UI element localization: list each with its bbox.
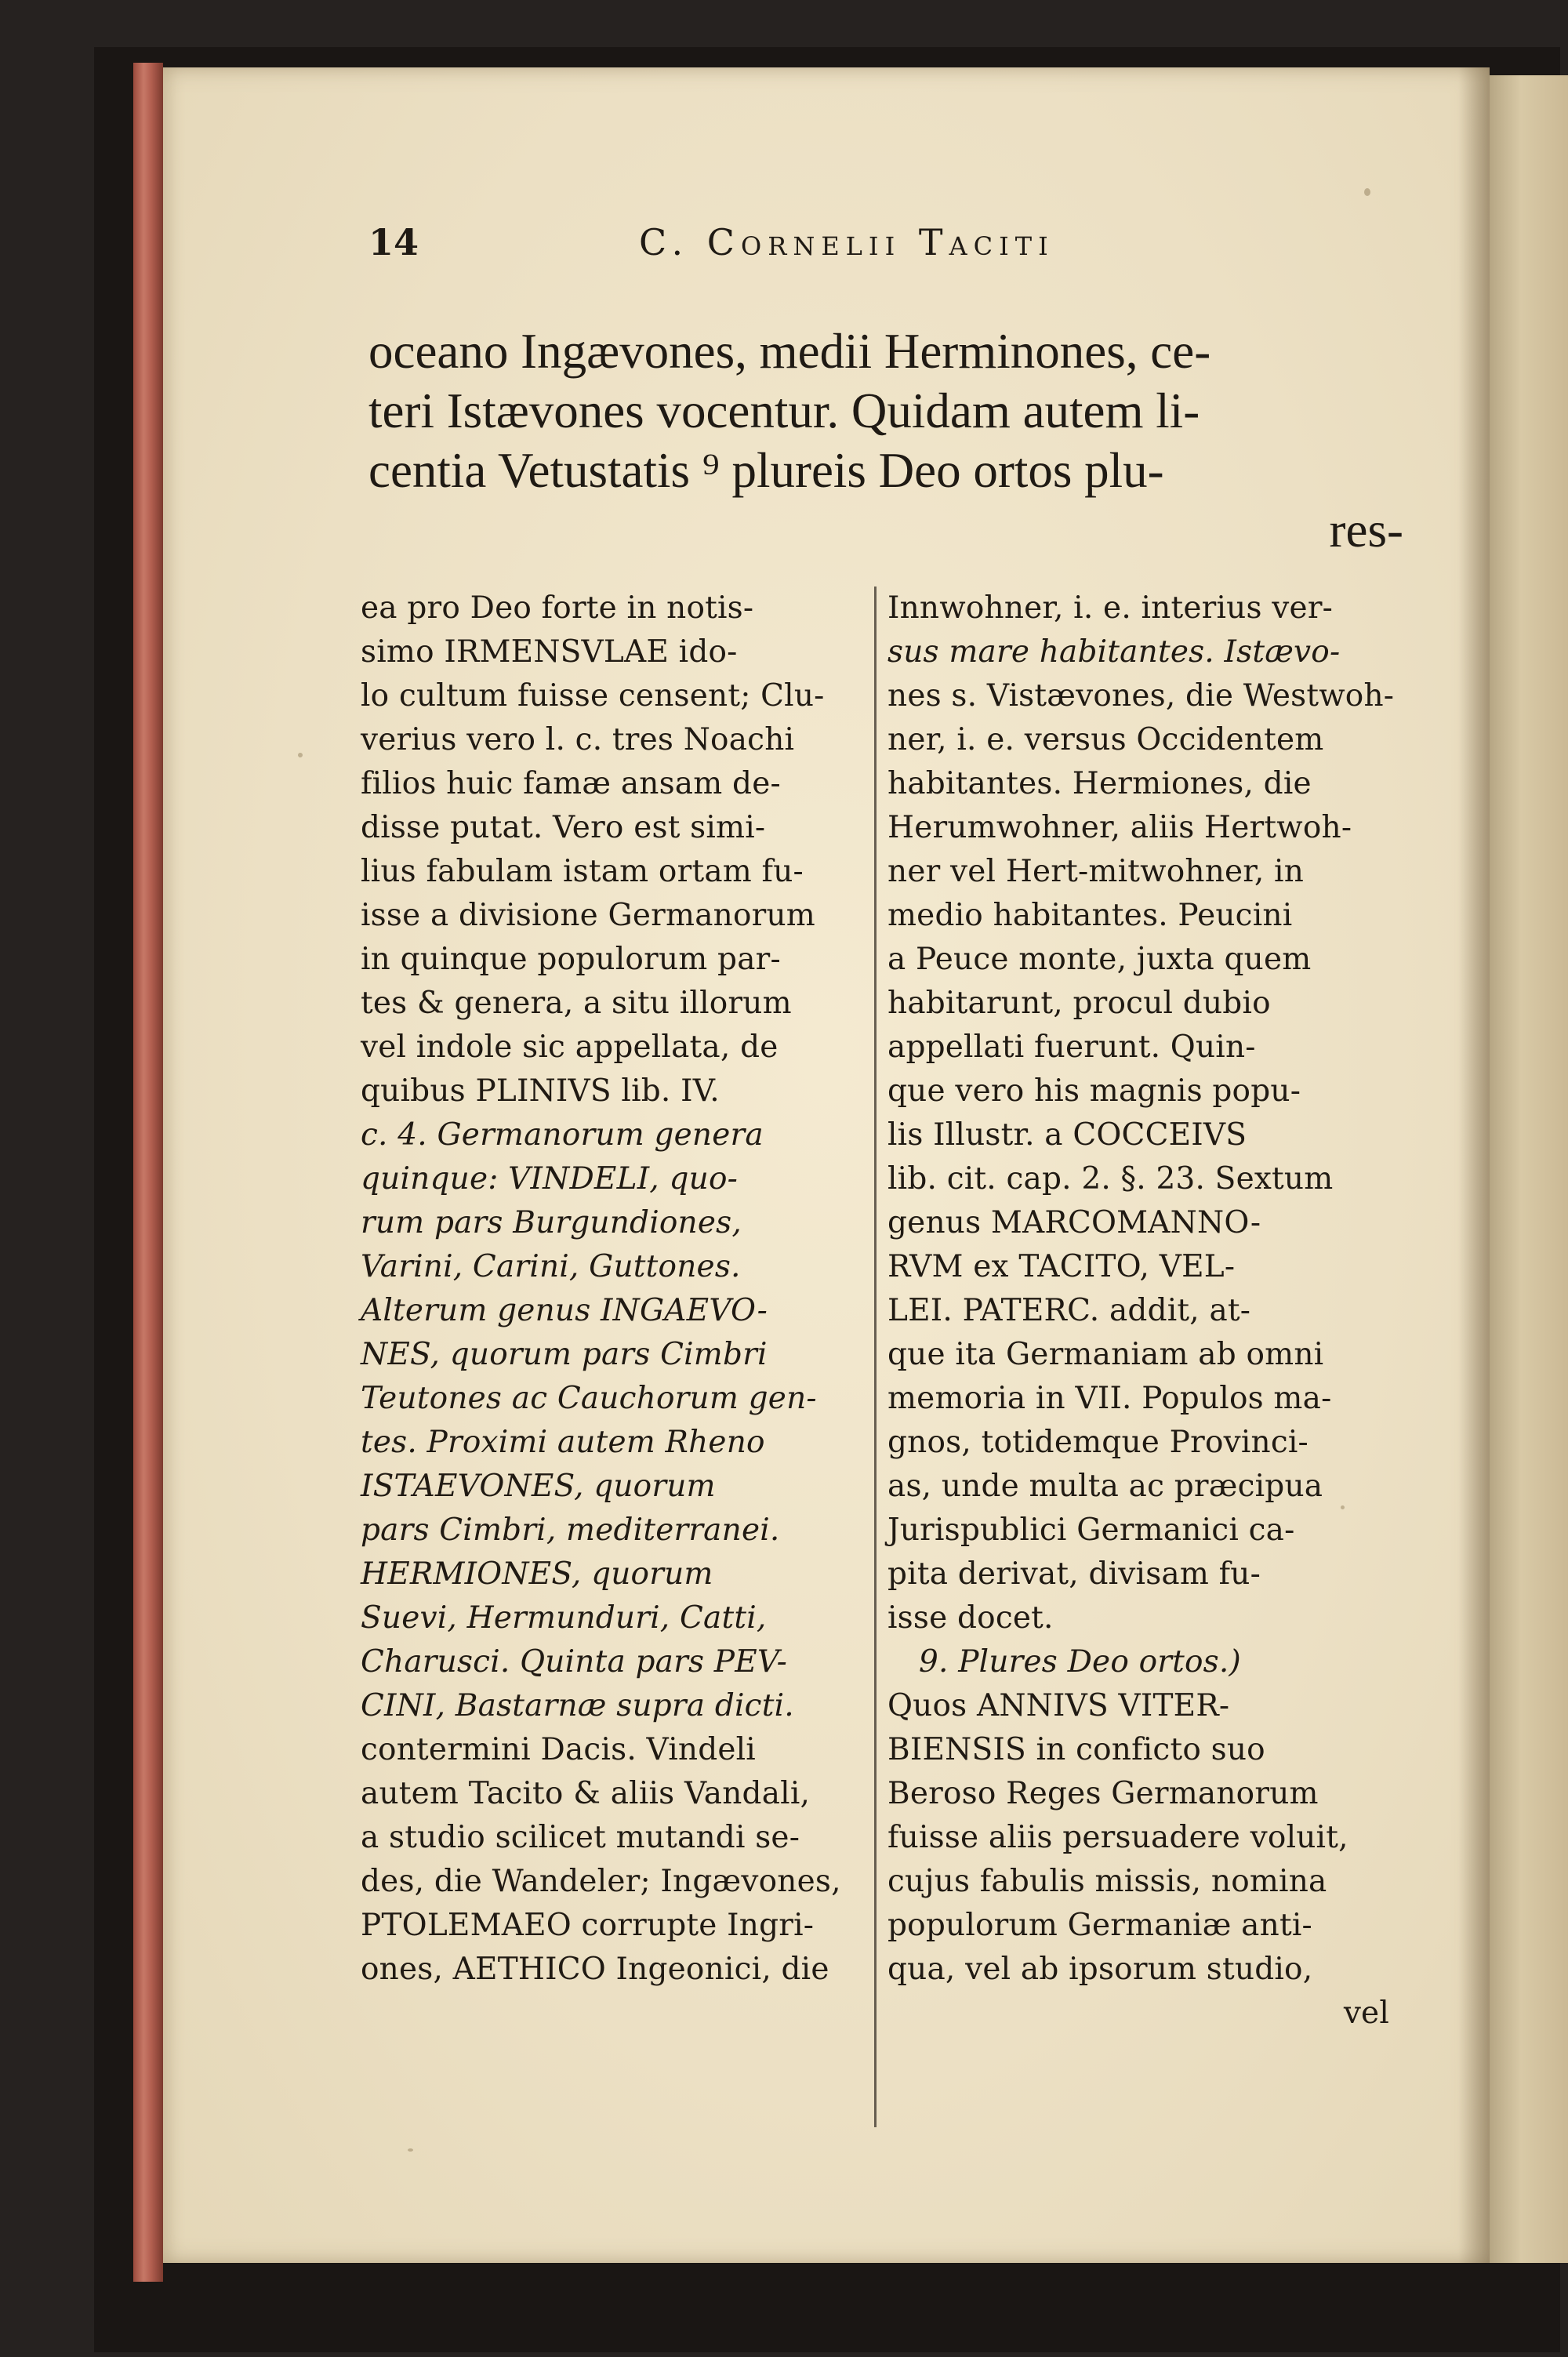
footnote-line: genus MARCOMANNO-	[887, 1205, 1261, 1240]
footnote-line: simo IRMENSVLAE ido-	[361, 634, 738, 670]
footnote-line: isse a divisione Germanorum	[361, 898, 815, 933]
footnote-line: Suevi, Hermunduri, Catti,	[361, 1600, 767, 1636]
footnote-line: habitarunt, procul dubio	[887, 986, 1271, 1021]
footnote-line: Quos ANNIVS VITER-	[887, 1688, 1230, 1723]
footnote-line: Innwohner, i. e. interius ver-	[887, 590, 1334, 626]
footnote-line: tes & genera, a situ illorum	[361, 986, 792, 1021]
footnote-line: memoria in VII. Populos ma-	[887, 1381, 1332, 1416]
footnote-line: qua, vel ab ipsorum studio,	[887, 1952, 1313, 1987]
footnote-line: isse docet.	[887, 1600, 1054, 1636]
footnote-line: lius fabulam istam ortam fu-	[361, 854, 804, 889]
footnote-line: sus mare habitantes. Istævo-	[887, 634, 1341, 670]
footnote-line: NES, quorum pars Cimbri	[361, 1337, 768, 1372]
footnote-line: tes. Proximi autem Rheno	[361, 1425, 765, 1460]
footnote-line: BIENSIS in conficto suo	[887, 1732, 1265, 1767]
footnote-line: autem Tacito & aliis Vandali,	[361, 1776, 811, 1811]
footnote-line: pita derivat, divisam fu-	[887, 1556, 1261, 1592]
footnote-line: cujus fabulis missis, nomina	[887, 1864, 1327, 1899]
facing-page-edge	[1490, 75, 1568, 2263]
footnote-line: a Peuce monte, juxta quem	[887, 942, 1312, 977]
footnote-line: verius vero l. c. tres Noachi	[361, 722, 795, 757]
footnote-line: filios huic famæ ansam de-	[361, 766, 781, 801]
footnote-line: que vero his magnis popu-	[887, 1073, 1301, 1109]
main-text-line: centia Vetustatis ⁹ plureis Deo ortos plu-	[368, 443, 1164, 498]
running-title: C. Cornelii Taciti	[639, 221, 1054, 263]
footnote-line: lib. cit. cap. 2. §. 23. Sextum	[887, 1161, 1334, 1197]
footnote-line: ones, AETHICO Ingeonici, die	[361, 1952, 829, 1987]
main-text-line: oceano Ingævones, medii Herminones, ce-	[368, 324, 1211, 379]
paper-speck	[408, 2148, 413, 2152]
footnote-line: des, die Wandeler; Ingævones,	[361, 1864, 841, 1899]
footnote-line: Varini, Carini, Guttones.	[361, 1249, 741, 1284]
footnote-line: HERMIONES, quorum	[361, 1556, 713, 1592]
footnote-line: as, unde multa ac præcipua	[887, 1469, 1323, 1504]
footnote-line: disse putat. Vero est simi-	[361, 810, 766, 845]
footnote-line: RVM ex TACITO, VEL-	[887, 1249, 1236, 1284]
footnote-catchword: vel	[1343, 1996, 1389, 2031]
footnote-line: Beroso Reges Germanorum	[887, 1776, 1319, 1811]
footnote-line: appellati fuerunt. Quin-	[887, 1030, 1256, 1065]
footnote-line: Teutones ac Cauchorum gen-	[361, 1381, 817, 1416]
footnote-line: Jurispublici Germanici ca-	[887, 1513, 1295, 1548]
footnote-line: vel indole sic appellata, de	[361, 1030, 779, 1065]
footnote-line: c. 4. Germanorum genera	[361, 1117, 764, 1153]
footnote-line: PTOLEMAEO corrupte Ingri-	[361, 1908, 815, 1943]
main-text	[368, 321, 1403, 560]
footnote-line: ea pro Deo forte in notis-	[361, 590, 754, 626]
column-divider	[874, 587, 877, 2127]
footnote-line: populorum Germaniæ anti-	[887, 1908, 1312, 1943]
footnote-line: pars Cimbri, mediterranei.	[361, 1513, 780, 1548]
footnote-line: CINI, Bastarnæ supra dicti.	[361, 1688, 794, 1723]
footnote-line: LEI. PATERC. addit, at-	[887, 1293, 1251, 1328]
footnote-line: quinque: VINDELI, quo-	[361, 1161, 739, 1197]
footnote-line: a studio scilicet mutandi se-	[361, 1820, 800, 1855]
footnote-line: nes s. Vistævones, die Westwoh-	[887, 678, 1395, 714]
footnote-line: contermini Dacis. Vindeli	[361, 1732, 756, 1767]
paper-speck	[1364, 188, 1370, 196]
footnote-line: gnos, totidemque Provinci-	[887, 1425, 1308, 1460]
footnote-line: ner, i. e. versus Occidentem	[887, 722, 1324, 757]
paper-speck	[298, 753, 303, 757]
footnote-line: Alterum genus INGAEVO-	[361, 1293, 768, 1328]
gutter-shade	[1458, 67, 1490, 2263]
footnote-line: Herumwohner, aliis Hertwoh-	[887, 810, 1352, 845]
footnote-line: medio habitantes. Peucini	[887, 898, 1293, 933]
footnote-line: 9. Plures Deo ortos.)	[919, 1644, 1241, 1680]
footnote-line: ISTAEVONES, quorum	[361, 1469, 716, 1504]
main-text-line: teri Istævones vocentur. Quidam autem li-	[368, 383, 1200, 438]
footnote-line: in quinque populorum par-	[361, 942, 781, 977]
page-edges	[133, 63, 163, 2282]
main-text-catchword: res-	[1329, 503, 1403, 557]
footnote-line: lis Illustr. a COCCEIVS	[887, 1117, 1247, 1153]
footnote-line: quibus PLINIVS lib. IV.	[361, 1073, 720, 1109]
footnote-line: lo cultum fuisse censent; Clu-	[361, 678, 825, 714]
footnote-line: que ita Germaniam ab omni	[887, 1337, 1324, 1372]
footnote-line: habitantes. Hermiones, die	[887, 766, 1312, 801]
footnote-line: Charusci. Quinta pars PEV-	[361, 1644, 788, 1680]
footnote-line: fuisse aliis persuadere voluit,	[887, 1820, 1348, 1855]
footnote-column-right	[887, 587, 1395, 2036]
footnote-line: ner vel Hert-mitwohner, in	[887, 854, 1305, 889]
footnote-column-left	[361, 587, 862, 1992]
running-head	[368, 221, 1380, 268]
page-number: 14	[368, 221, 419, 263]
footnote-line: rum pars Burgundiones,	[361, 1205, 742, 1240]
